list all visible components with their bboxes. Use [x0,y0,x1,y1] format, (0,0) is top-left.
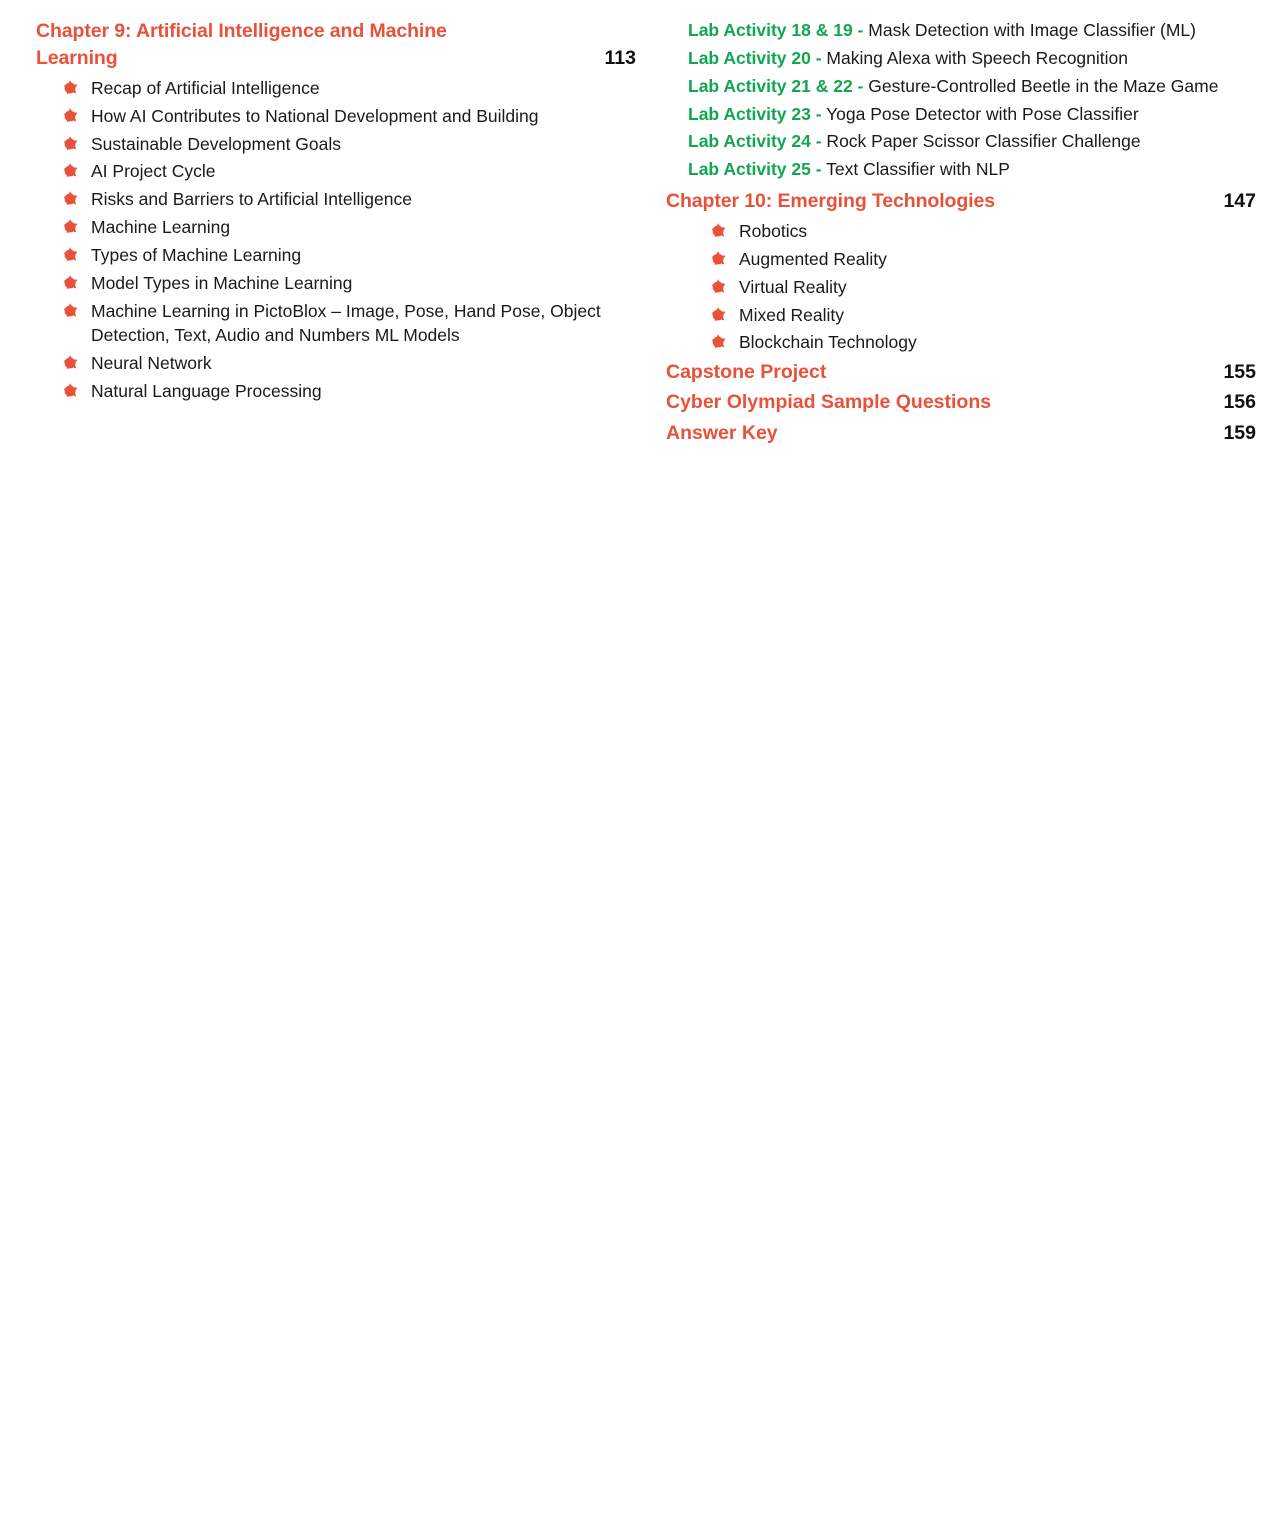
lab-activity-label: Lab Activity 21 & 22 - [688,75,864,96]
chapter-10-heading[interactable] [666,188,1256,215]
star-icon [58,162,82,184]
answer-key-page-number: 159 [1223,421,1256,444]
chapter-10-title: Chapter 10: Emerging Technologies [666,190,995,213]
cyber-olympiad-page-number: 156 [1223,391,1256,414]
star-icon [58,135,82,157]
chapter-9-topic-list [36,76,636,404]
chapter-10-topic-list [666,219,1256,355]
list-item[interactable] [706,330,1256,355]
lab-activity-text: Mask Detection with Image Classifier (ML) [863,20,1196,40]
lab-activity-label: Lab Activity 24 - [688,131,822,152]
list-item[interactable] [58,351,636,376]
list-item[interactable] [58,271,636,296]
list-item[interactable] [706,219,1256,244]
list-item-label: Blockchain Technology [739,332,917,353]
list-item-label: How AI Contributes to National Development and Building [91,105,539,126]
star-icon [58,79,82,101]
list-item[interactable] [58,159,636,184]
star-icon [58,382,82,404]
star-icon [58,107,82,129]
list-item-label: Recap of Artificial Intelligence [91,77,320,98]
list-item-label: Machine Learning [91,217,231,238]
lab-activity-label: Lab Activity 20 - [688,47,822,68]
list-item[interactable] [706,247,1256,272]
list-item[interactable] [688,102,1248,127]
list-item-label: Augmented Reality [739,248,887,269]
star-icon [58,190,82,212]
star-icon [58,246,82,268]
star-icon [706,278,730,300]
list-item[interactable] [58,132,636,157]
list-item[interactable] [688,129,1248,154]
lab-activity-label: Lab Activity 18 & 19 - [688,20,864,40]
star-icon [58,274,82,296]
chapter-9-title: Chapter 9: Artificial Intelligence and Machine Learning [36,20,447,69]
toc-left-column [36,18,636,407]
list-item[interactable] [58,76,636,101]
list-item[interactable] [706,303,1256,328]
cyber-olympiad-title: Cyber Olympiad Sample Questions [666,391,992,414]
list-item-label: Risks and Barriers to Artificial Intelligence [91,189,412,210]
list-item[interactable] [58,243,636,268]
list-item-label: Mixed Reality [739,304,845,325]
lab-activity-text: Gesture-Controlled Beetle in the Maze Game [863,75,1219,96]
lab-activity-text: Rock Paper Scissor Classifier Challenge [821,131,1141,152]
star-icon [58,354,82,376]
list-item-label: Virtual Reality [739,276,847,297]
list-item-label: Types of Machine Learning [91,244,302,265]
toc-columns [0,0,1262,447]
star-icon [706,250,730,272]
capstone-project-entry[interactable] [666,358,1256,386]
capstone-project-title: Capstone Project [666,361,827,384]
star-icon [58,302,82,324]
chapter-9-page-number: 113 [604,46,636,69]
list-item[interactable] [58,299,636,349]
list-item[interactable] [688,157,1248,182]
star-icon [706,222,730,244]
list-item-label: Machine Learning in PictoBlox – Image, Pose, Hand Pose, Object Detection, Text, Audio and Numbers ML Models [91,300,601,346]
list-item-label: Natural Language Processing [91,381,322,402]
capstone-project-page-number: 155 [1223,361,1256,384]
list-item[interactable] [58,215,636,240]
cyber-olympiad-entry[interactable] [666,388,1256,416]
answer-key-entry[interactable] [666,419,1256,447]
lab-activity-text: Making Alexa with Speech Recognition [821,47,1128,68]
lab-activity-label: Lab Activity 23 - [688,103,822,124]
list-item[interactable] [58,379,636,404]
list-item[interactable] [688,74,1248,99]
list-item[interactable] [688,46,1248,71]
list-item-label: Model Types in Machine Learning [91,272,353,293]
list-item[interactable] [58,187,636,212]
list-item-label: Neural Network [91,353,212,374]
lab-activity-list [666,18,1256,182]
chapter-10-page-number: 147 [1223,190,1256,213]
list-item-label: Sustainable Development Goals [91,133,342,154]
list-item-label: AI Project Cycle [91,161,216,182]
lab-activity-label: Lab Activity 25 - [688,159,822,180]
list-item[interactable] [58,104,636,129]
list-item[interactable] [688,18,1248,43]
list-item[interactable] [706,275,1256,300]
star-icon [706,306,730,328]
lab-activity-text: Yoga Pose Detector with Pose Classifier [821,103,1139,124]
star-icon [706,333,730,355]
toc-right-column [666,18,1256,447]
chapter-9-heading[interactable] [36,18,636,72]
lab-activity-text: Text Classifier with NLP [821,159,1010,180]
star-icon [58,218,82,240]
answer-key-title: Answer Key [666,421,778,444]
list-item-label: Robotics [739,220,808,241]
